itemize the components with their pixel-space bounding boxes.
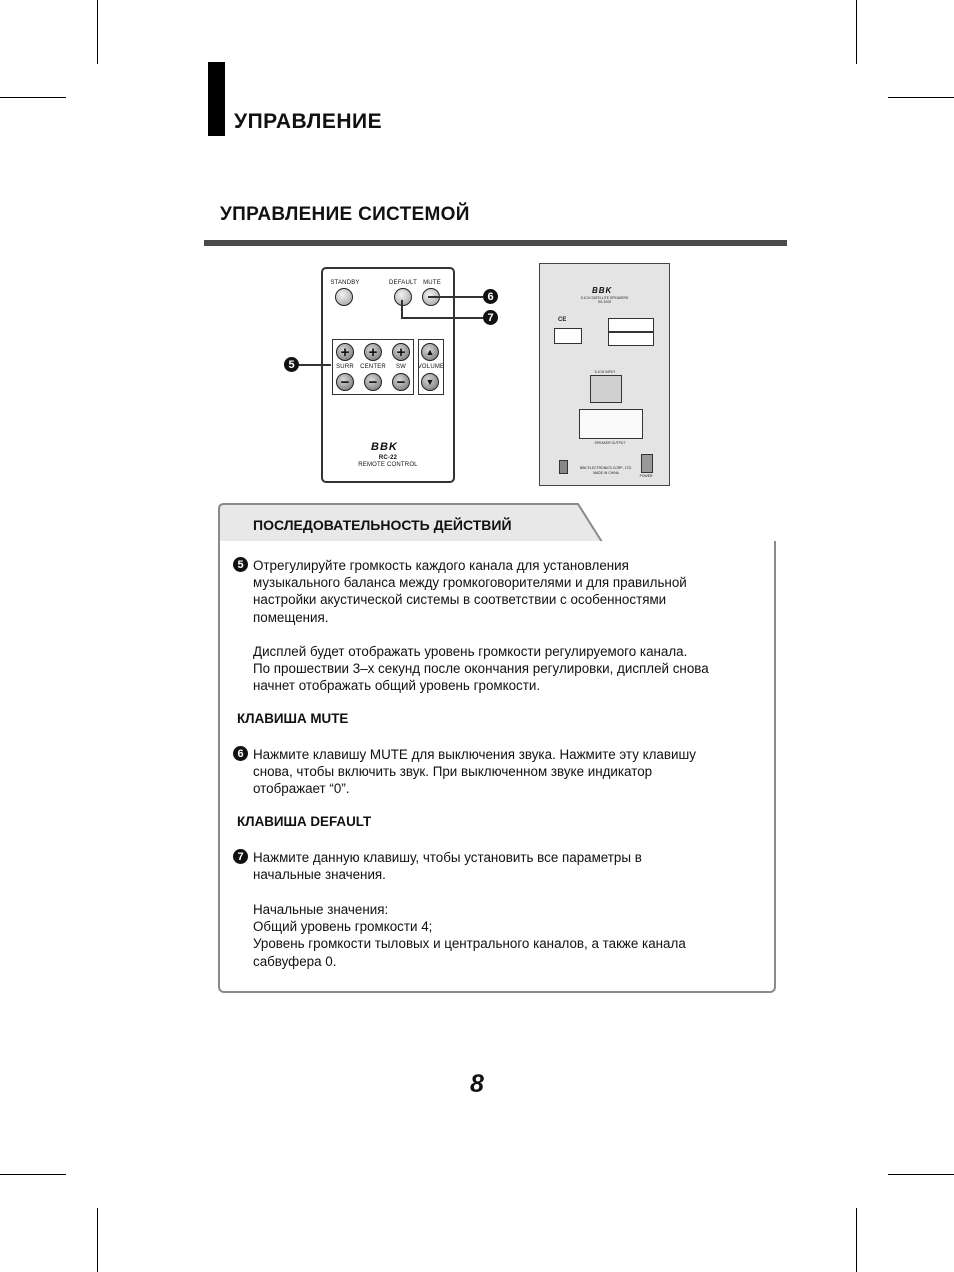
center-minus-button: −	[364, 373, 382, 391]
remote-model: RC-22	[378, 455, 398, 461]
step-7-icon: 7	[233, 849, 248, 864]
output-label: SPEAKER OUTPUT	[594, 441, 626, 445]
sw-minus-button: −	[392, 373, 410, 391]
step-5-note: Дисплей будет отображать уровень громкости регулируемого канала. По прошествии 3–х секунд после окончания регулировки, дисплей снова начнет отображать общий уровень громкости.	[253, 644, 709, 694]
leader-line-mute	[428, 296, 483, 298]
callout-7-icon: 7	[483, 310, 498, 325]
input-label: 5.1CH INPUT	[594, 370, 616, 374]
page-number: 8	[470, 1070, 484, 1098]
section-marker-bar	[208, 62, 225, 136]
crop-mark	[97, 0, 98, 64]
crop-mark	[888, 1174, 954, 1175]
surr-label: SURR	[336, 364, 354, 370]
step-6-icon: 6	[233, 746, 248, 761]
ce-mark: CE	[558, 317, 567, 323]
callout-6-icon: 6	[483, 289, 498, 304]
spec-label	[608, 332, 654, 346]
standby-label: STANDBY	[330, 280, 360, 286]
crop-mark	[856, 0, 857, 64]
step-5-icon: 5	[233, 557, 248, 572]
callout-5-icon: 5	[284, 357, 299, 372]
crop-mark	[0, 97, 66, 98]
volume-down-button: ▼	[421, 373, 439, 391]
certification-marks	[554, 328, 582, 344]
remote-brand-logo: BBK	[371, 441, 398, 453]
default-label: DEFAULT	[389, 280, 417, 286]
step-7-note: Начальные значения: Общий уровень громкости 4; Уровень громкости тыловых и центрального каналов, а также канала сабвуфера 0.	[253, 902, 686, 969]
center-plus-button: +	[364, 343, 382, 361]
channel-buttons-group	[332, 339, 414, 395]
mute-key-heading: КЛАВИША MUTE	[237, 711, 349, 726]
step-6-text: Нажмите клавишу MUTE для выключения звука. Нажмите эту клавишу снова, чтобы включить звук. При выключенном звуке индикатор отображает “0”.	[253, 747, 696, 797]
crop-mark	[888, 97, 954, 98]
made-in-label: MADE IN CHINA	[593, 471, 619, 475]
standby-button	[335, 288, 353, 306]
remote-control-illustration	[321, 267, 455, 483]
center-label: CENTER	[360, 364, 386, 370]
leader-line-channels	[299, 364, 331, 366]
panel-model-line: 5.1CH SATELLITE SPEAKERS	[580, 296, 629, 300]
power-switch	[641, 454, 653, 473]
subsection-title: УПРАВЛЕНИЕ СИСТЕМОЙ	[220, 204, 470, 225]
steps-tab-title: ПОСЛЕДОВАТЕЛЬНОСТЬ ДЕЙСТВИЙ	[253, 517, 512, 533]
remote-caption: REMOTE CONTROL	[358, 462, 418, 468]
leader-line-default-vertical	[401, 300, 403, 317]
fuse-holder	[559, 460, 568, 474]
leader-line-default	[401, 317, 483, 319]
manufacturer-label: BBK ELECTRONICS CORP., LTD.	[579, 466, 633, 470]
volume-up-button: ▲	[421, 343, 439, 361]
input-jacks	[590, 375, 622, 403]
mute-label: MUTE	[423, 280, 441, 286]
step-7-text: Нажмите данную клавишу, чтобы установить все параметры в начальные значения.	[253, 850, 642, 883]
speaker-terminals	[579, 409, 643, 439]
surr-minus-button: −	[336, 373, 354, 391]
volume-buttons-group	[418, 339, 444, 395]
crop-mark	[856, 1208, 857, 1272]
crop-mark	[97, 1208, 98, 1272]
sw-label: SW	[395, 364, 407, 370]
sw-plus-button: +	[392, 343, 410, 361]
panel-model-number: SS-2005	[597, 300, 612, 304]
panel-brand-logo: BBK	[592, 286, 613, 295]
crop-mark	[0, 1174, 66, 1175]
default-key-heading: КЛАВИША DEFAULT	[237, 814, 372, 829]
warning-label	[608, 318, 654, 332]
default-button	[394, 288, 412, 306]
subsection-rule	[204, 240, 787, 246]
step-5-text: Отрегулируйте громкость каждого канала для установления музыкального баланса между громкоговорителями и для правильной настройки акустической системы в соответствии с особенностями помещения.	[253, 558, 687, 625]
surr-plus-button: +	[336, 343, 354, 361]
speaker-back-panel-illustration	[539, 263, 670, 486]
volume-label: VOLUME	[417, 364, 445, 370]
power-label: POWER	[639, 474, 653, 478]
section-title: УПРАВЛЕНИЕ	[234, 110, 383, 133]
